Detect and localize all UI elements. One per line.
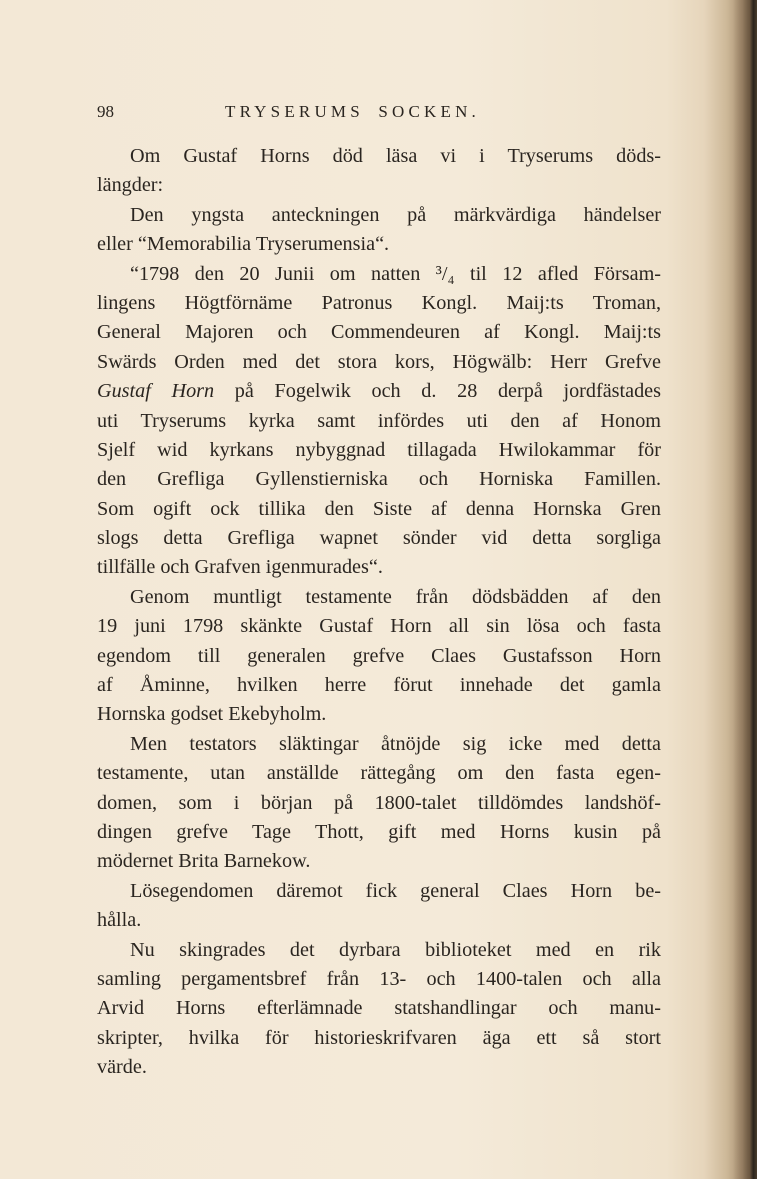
text-line: eller “Memorabilia Tryserumensia“. (97, 233, 390, 256)
text-line: Genom muntligt testamente från dödsbädden af den (130, 585, 661, 608)
text-line: värde. (97, 1056, 147, 1079)
text-line: dingen grefve Tage Thott, gift med Horns kusin på (97, 820, 661, 843)
text-line: Nu skingrades det dyrbara biblioteket med en rik (130, 938, 661, 961)
italic-name: Gustaf Horn (97, 380, 215, 403)
text-line: Swärds Orden med det stora kors, Högwälb: Herr Grefve (97, 350, 661, 373)
text-line: egendom till generalen grefve Claes Gustafsson Horn (97, 644, 661, 667)
text-line: slogs detta Grefliga wapnet sönder vid detta sorgliga (97, 527, 661, 550)
text-line: Om Gustaf Horns död läsa vi i Tryserums döds- (130, 145, 661, 167)
text-line: mödernet Brita Barnekow. (97, 850, 311, 873)
text-line: lingens Högtförnäme Patronus Kongl. Maij:ts Troman, (97, 291, 661, 314)
text-line: längder: (97, 174, 164, 197)
text-line: testamente, utan anställde rättegång om den fasta egen- (97, 762, 661, 785)
text-line (97, 377, 661, 406)
text-line: Den yngsta anteckningen på märkvärdiga händelser (130, 203, 661, 226)
text-line-rest: på Fogelwik och d. 28 derpå jordfästades (214, 380, 661, 403)
page-number: 98 (97, 102, 114, 121)
book-spine-shadow (733, 0, 757, 1179)
text-line: Som ogift ock tillika den Siste af denna Hornska Gren (97, 497, 661, 520)
text-line: Hornska godset Ekebyholm. (97, 703, 327, 726)
text-line: hålla. (97, 909, 142, 932)
body-text (97, 142, 661, 1083)
text-line: skripter, hvilka för historieskrifvaren äga ett så stort (97, 1026, 661, 1049)
text-line: af Åminne, hvilken herre förut innehade det gamla (97, 674, 661, 697)
text-line: uti Tryserums kyrka samt infördes uti den af Honom (97, 409, 661, 432)
running-head-title: TRYSERUMS SOCKEN. (225, 102, 480, 121)
text-line: Sjelf wid kyrkans nybyggnad tillagada Hwilokammar för (97, 438, 661, 461)
text-line: “1798 den 20 Junii om natten ³/₄ til 12 afled Försam- (130, 262, 661, 285)
text-line: domen, som i början på 1800-talet tilldömdes landshöf- (97, 791, 661, 814)
text-line: den Grefliga Gyllenstierniska och Horniska Famillen. (97, 468, 661, 491)
text-line: samling pergamentsbref från 13- och 1400-talen och alla (97, 967, 661, 990)
running-head (97, 102, 660, 130)
text-line: Arvid Horns efterlämnade statshandlingar och manu- (97, 997, 661, 1020)
text-line: 19 juni 1798 skänkte Gustaf Horn all sin lösa och fasta (97, 615, 661, 638)
text-line: Men testators släktingar åtnöjde sig icke med detta (130, 732, 661, 755)
text-line: General Majoren och Commendeuren af Kongl. Maij:ts (97, 321, 661, 344)
text-line: tillfälle och Grafven igenmurades“. (97, 556, 383, 579)
text-line: Lösegendomen däremot fick general Claes Horn be- (130, 879, 661, 902)
